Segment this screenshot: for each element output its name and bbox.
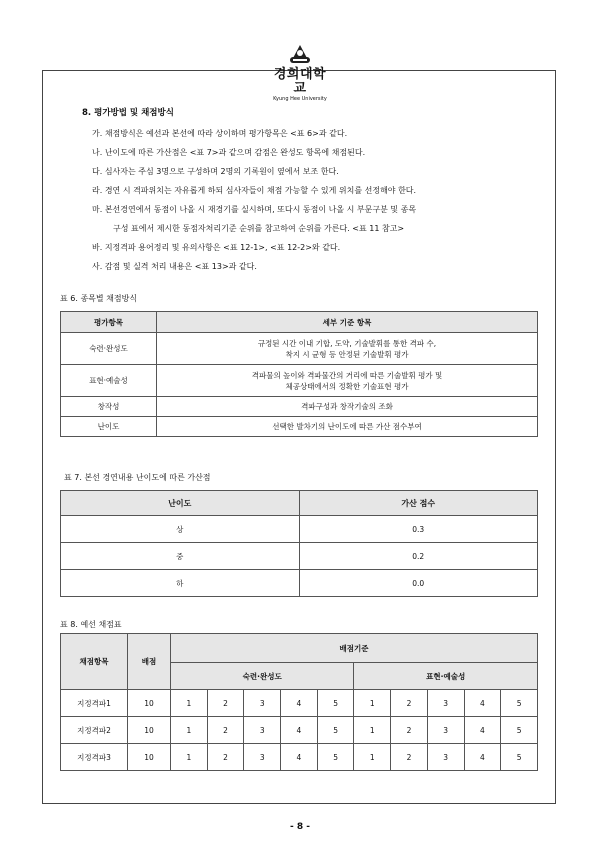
rule-item: 사. 감점 및 실격 처리 내용은 <표 13>과 같다. — [92, 262, 257, 271]
page-number: - 8 - — [290, 822, 310, 832]
university-name: 경희대학교 — [273, 67, 327, 96]
section-title: 8. 평가방법 및 채점방식 — [82, 108, 174, 118]
score-cell: 2 — [391, 744, 428, 771]
table7-cell-level: 중 — [61, 543, 300, 570]
table7-header-level: 난이도 — [61, 491, 300, 516]
criteria-line: 체공상태에서의 정확한 기술표현 평가 — [285, 381, 409, 391]
table7-difficulty-bonus — [60, 490, 538, 597]
table6-cell-criteria: 선택한 발차기의 난이도에 따른 가산 점수부여 — [157, 417, 538, 437]
score-cell: 5 — [317, 717, 354, 744]
score-cell: 5 — [501, 717, 538, 744]
table8-header-group-expression: 표현·예술성 — [354, 663, 538, 690]
table6-header-item: 평가항목 — [61, 312, 157, 333]
table6-cell-criteria — [157, 365, 538, 397]
score-cell: 5 — [317, 690, 354, 717]
table8-caption: 표 8. 예선 채점표 — [60, 620, 122, 629]
table7-cell-score: 0.0 — [299, 570, 538, 597]
rule-item: 라. 경연 시 격파위치는 자유롭게 하되 심사자들이 채점 가능할 수 있게 위치를 선정해야 한다. — [92, 186, 417, 195]
table8-cell-name: 지정격파3 — [61, 744, 128, 771]
score-cell: 2 — [207, 690, 244, 717]
table-row — [61, 690, 538, 717]
score-cell: 4 — [464, 717, 501, 744]
table6-cell-criteria: 격파구성과 창작기술의 조화 — [157, 397, 538, 417]
score-cell: 5 — [501, 690, 538, 717]
score-cell: 4 — [281, 717, 318, 744]
criteria-line: 규정된 시간 이내 기합, 도약, 기술발휘를 통한 격파 수, — [257, 338, 437, 348]
table8-cell-points: 10 — [128, 717, 171, 744]
table-row — [61, 417, 538, 437]
table8-cell-points: 10 — [128, 744, 171, 771]
score-cell: 2 — [391, 717, 428, 744]
table-row — [61, 744, 538, 771]
table7-header-score: 가산 점수 — [299, 491, 538, 516]
rule-item: 다. 심사자는 주심 3명으로 구성하며 2명의 기록원이 옆에서 보조 한다. — [92, 167, 339, 176]
table6-scoring-method — [60, 311, 538, 437]
score-cell: 2 — [391, 690, 428, 717]
score-cell: 1 — [354, 690, 391, 717]
rule-item: 나. 난이도에 따른 가산점은 <표 7>과 같으며 감점은 완성도 항목에 채점된다. — [92, 148, 366, 157]
university-logo — [272, 40, 328, 102]
criteria-line: 격파물의 높이와 격파물간의 거리에 따른 기술발휘 평가 및 — [251, 370, 443, 380]
table8-cell-name: 지정격파2 — [61, 717, 128, 744]
table6-cell-item: 창작성 — [61, 397, 157, 417]
table-row — [61, 543, 538, 570]
table8-header-group-proficiency: 숙련·완성도 — [171, 663, 354, 690]
table8-header-criteria: 배점기준 — [171, 634, 538, 663]
university-seal-icon — [287, 40, 313, 66]
table6-header-criteria: 세부 기준 항목 — [157, 312, 538, 333]
table7-cell-score: 0.2 — [299, 543, 538, 570]
table6-cell-item: 숙련·완성도 — [61, 333, 157, 365]
score-cell: 3 — [427, 744, 464, 771]
score-cell: 3 — [244, 717, 281, 744]
rule-item: 마. 본선경연에서 동점이 나올 시 재경기를 실시하며, 또다시 동점이 나올 시 부문구분 및 종목 — [92, 205, 417, 214]
table6-caption: 표 6. 종목별 채점방식 — [60, 294, 138, 303]
table8-header-points: 배점 — [128, 634, 171, 690]
score-cell: 1 — [171, 690, 208, 717]
table6-cell-item: 난이도 — [61, 417, 157, 437]
university-name-en: Kyung Hee University — [273, 96, 327, 102]
score-cell: 3 — [244, 690, 281, 717]
rule-item-continued: 구성 표에서 제시한 동점자처리기준 순위를 참고하여 순위를 가른다. <표 11 참고> — [113, 224, 405, 233]
table7-cell-score: 0.3 — [299, 516, 538, 543]
score-cell: 3 — [427, 717, 464, 744]
table8-cell-name: 지정격파1 — [61, 690, 128, 717]
table-row — [61, 365, 538, 397]
score-cell: 3 — [244, 744, 281, 771]
table-row — [61, 717, 538, 744]
score-cell: 1 — [354, 717, 391, 744]
table6-cell-criteria — [157, 333, 538, 365]
rule-item: 가. 채점방식은 예선과 본선에 따라 상이하며 평가항목은 <표 6>과 같다. — [92, 129, 348, 138]
criteria-line: 착지 시 균형 등 안정된 기술발휘 평가 — [285, 349, 409, 359]
score-cell: 4 — [464, 690, 501, 717]
table8-cell-points: 10 — [128, 690, 171, 717]
score-cell: 1 — [354, 744, 391, 771]
table-row — [61, 397, 538, 417]
score-cell: 5 — [501, 744, 538, 771]
table-row — [61, 333, 538, 365]
score-cell: 3 — [427, 690, 464, 717]
table7-cell-level: 상 — [61, 516, 300, 543]
table7-caption: 표 7. 본선 경연내용 난이도에 따른 가산점 — [64, 473, 211, 482]
score-cell: 2 — [207, 744, 244, 771]
table7-cell-level: 하 — [61, 570, 300, 597]
table6-cell-item: 표현·예술성 — [61, 365, 157, 397]
table-row — [61, 516, 538, 543]
score-cell: 4 — [281, 690, 318, 717]
table8-preliminary-scoresheet — [60, 633, 538, 771]
rules-list — [92, 124, 552, 276]
score-cell: 4 — [281, 744, 318, 771]
score-cell: 5 — [317, 744, 354, 771]
score-cell: 4 — [464, 744, 501, 771]
score-cell: 1 — [171, 744, 208, 771]
rule-item: 바. 지정격파 용어정리 및 유의사항은 <표 12-1>, <표 12-2>와 같다. — [92, 243, 341, 252]
score-cell: 1 — [171, 717, 208, 744]
score-cell: 2 — [207, 717, 244, 744]
table8-header-item: 채점항목 — [61, 634, 128, 690]
table-row — [61, 570, 538, 597]
